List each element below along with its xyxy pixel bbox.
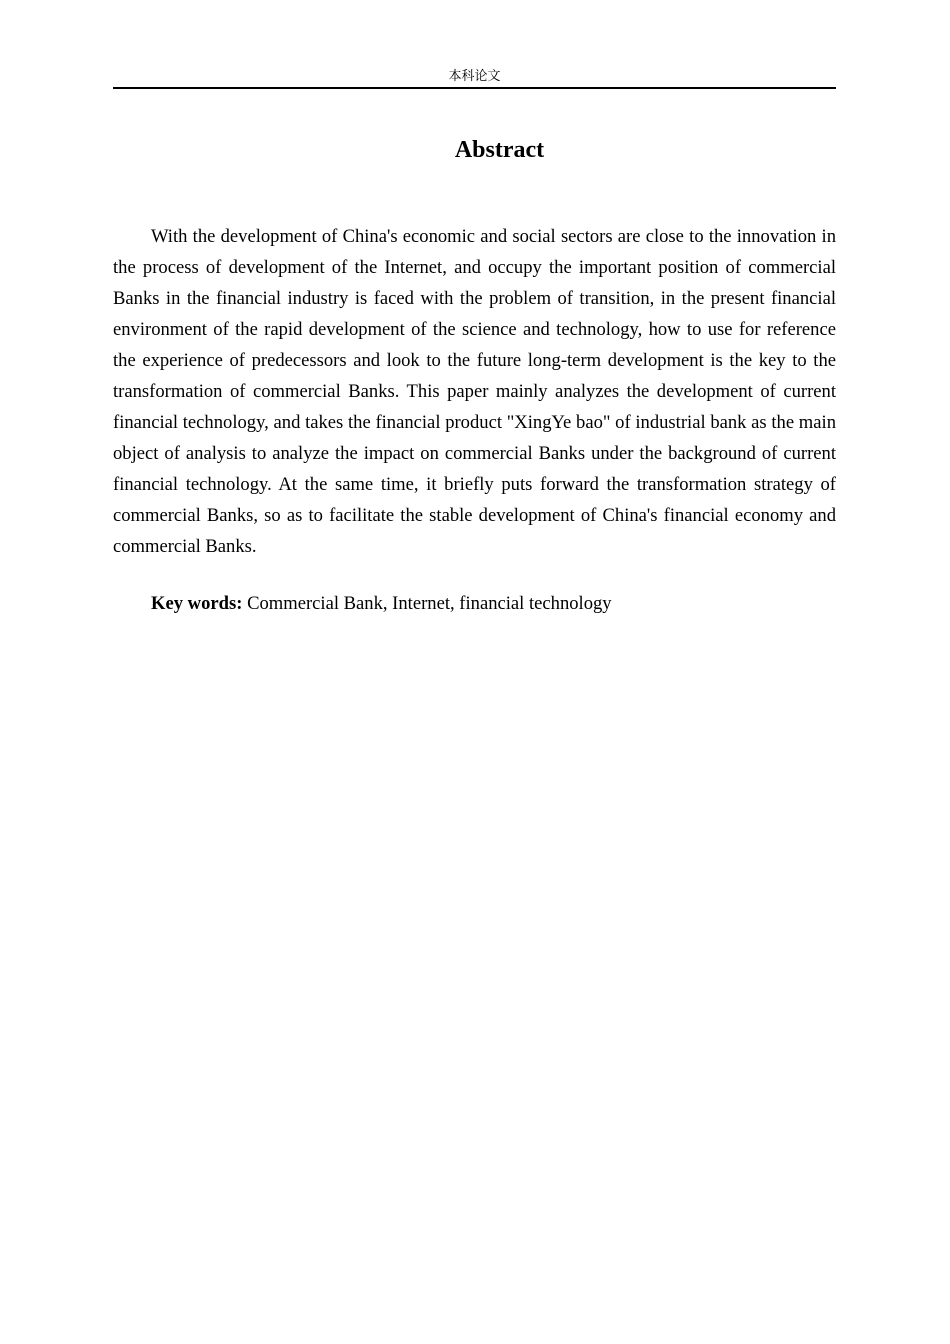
keywords-label: Key words: [151, 593, 243, 614]
abstract-body: With the development of China's economic and social sectors are close to the innovation in the process of development of the Internet, and occupy the important position of commercial Banks in the financial industry is faced with the problem of transition, in the present financial environment of the rapid development of the science and technology, how to use for reference the experience of predecessors and look to the future long-term development is the key to the transformation of commercial Banks. This paper mainly analyzes the development of current financial technology, and takes the financial product "XingYe bao" of industrial bank as the main object of analysis to analyze the impact on commercial Banks under the background of current financial technology. At the same time, it briefly puts forward the transformation strategy of commercial Banks, so as to facilitate the stable development of China's financial economy and commercial Banks. [113, 226, 836, 557]
keywords-line [113, 588, 836, 619]
keywords-list: Commercial Bank, Internet, financial technology [247, 593, 612, 614]
running-header: 本科论文 [448, 69, 501, 84]
abstract-title: Abstract [454, 137, 545, 163]
header-rule [113, 87, 836, 89]
